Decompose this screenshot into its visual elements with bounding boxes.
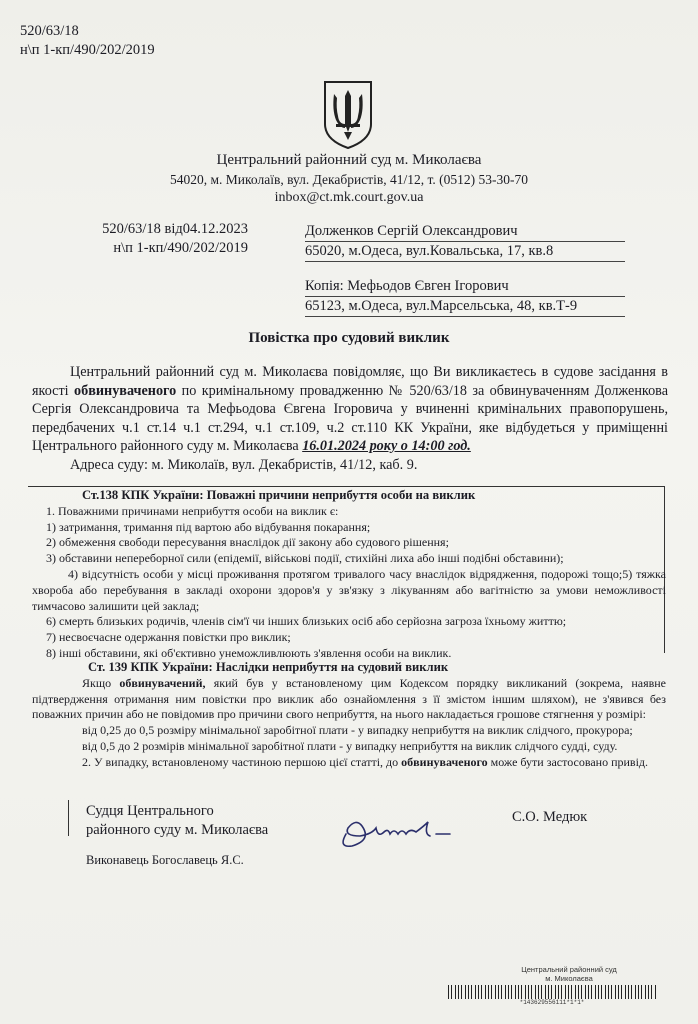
document-reference	[84, 220, 248, 258]
top-proceeding-number: н\п 1-кп/490/202/2019	[20, 42, 155, 58]
copy-recipient-block	[305, 277, 625, 317]
judge-title-line-1: Судця Центрального	[86, 803, 214, 819]
list-item: 7) несвоєчасне одержання повістки про виклик;	[46, 630, 291, 645]
judge-title	[86, 802, 268, 840]
art139-text-2: який був у встановленому цим Кодексом порядку викликаний (зокрема, наявне підтвердження отримання ним повістки про виклик або ознайомлення з її змістом іншим шляхом), не з'явився без поважних причин або не повідомив про причини свого неприбуття, на нього накладається грошове стягнення у розмірі:	[32, 675, 667, 722]
handwritten-signature-icon	[332, 804, 462, 854]
art139-text-4: може бути застосовано привід.	[487, 754, 649, 769]
article-138	[32, 488, 666, 662]
art139-text-3: 2. У випадку, встановленому частиною першою цієї статті, до	[82, 754, 402, 769]
list-item: 1) затримання, тримання під вартою або відбування покарання;	[46, 519, 371, 534]
executor-name: Виконавець Богославець Я.С.	[86, 853, 244, 867]
role-accused: обвинуваченого	[74, 382, 177, 399]
trident-coat-of-arms-icon	[322, 80, 374, 150]
list-item: 2) обмеження свободи пересування внаслідок дії закону або судового рішення;	[46, 535, 449, 550]
barcode-icon	[448, 985, 658, 999]
doc-proceeding-number: н\п 1-кп/490/202/2019	[113, 240, 248, 256]
doc-case-number-date: 520/63/18 від04.12.2023	[102, 221, 248, 237]
judge-name: С.О. Медюк	[512, 809, 588, 825]
addressee-address: 65020, м.Одеса, вул.Ковальська, 17, кв.8	[305, 242, 625, 262]
body-text-2: по кримінальному провадженню № 520/63/18 за обвинуваченням Долженкова Сергія Олександровича та Мефьодова Євгена Ігоровича у вчиненні кримінальних правопорушень, передбачених ч.1 ст.14 ч.1 ст.294, ч.1 ст.109, ч.2 ст.110 КК України, яке відбудеться у приміщенні Центрального районного суду м. Миколаєва	[32, 382, 668, 454]
judge-title-line-2: районного суду м. Миколаєва	[86, 822, 269, 838]
list-item: 3) обставини непереборної сили (епідемії, військові події, стихійні лиха або інші подібні обставини);	[46, 551, 564, 566]
article-139-heading: Ст. 139 КПК України: Наслідки неприбуття на судовий виклик	[88, 660, 449, 674]
list-item: 4) відсутність особи у місці проживання протягом тривалого часу внаслідок відрядження, подорожі тощо;5) тяжка хвороба або перебування в закладі охорони здоров'я у зв'язку з лікуванням або вагітністю за умови неможливості тимчасово залишити цей заклад;	[32, 566, 666, 613]
article-139-paragraph-1	[32, 676, 666, 723]
article-138-intro: 1. Поважними причинами неприбуття особи на виклик є:	[46, 503, 339, 518]
list-item: 8) інші обставини, які об'єктивно унеможливлюють з'явлення особи на виклик.	[46, 645, 452, 660]
fine-line-1: від 0,25 до 0,5 розміру мінімальної заробітної плати - у випадку неприбуття на виклик слідчого, прокурора;	[82, 723, 633, 738]
court-stamp	[505, 965, 633, 983]
article-139	[32, 660, 666, 771]
top-case-number: 520/63/18	[20, 23, 79, 39]
article-139-paragraph-2	[32, 755, 666, 771]
court-email: inbox@ct.mk.court.gov.ua	[274, 190, 424, 205]
body-text-1: Центральний районний суд м. Миколаєва повідомляє, що Ви викликаєтесь в судове засідання в якості	[32, 364, 668, 399]
stamp-line-1: Центральний районний суд	[521, 965, 617, 974]
copy-recipient-address: 65123, м.Одеса, вул.Марсельська, 48, кв.Т-9	[305, 297, 625, 317]
stamp-line-2: м. Миколаєва	[545, 974, 593, 983]
article-138-heading: Ст.138 КПК України: Поважні причини неприбуття особи на виклик	[82, 488, 476, 502]
art139-text-1: Якщо	[82, 675, 120, 690]
summons-body	[32, 363, 668, 474]
addressee-block	[305, 222, 625, 262]
top-reference	[20, 22, 155, 60]
fine-line-2: від 0,5 до 2 розмірів мінімальної заробітної плати - у випадку неприбуття на виклик слідчого судді, суду.	[82, 738, 618, 753]
hearing-datetime: 16.01.2024 року о 14:00 год.	[302, 438, 471, 454]
summons-paragraph	[32, 363, 668, 456]
court-address-line: Адреса суду: м. Миколаїв, вул. Декабристів, 41/12, каб. 9.	[70, 456, 418, 473]
barcode-number: *143629556111*1*1*	[519, 999, 585, 1006]
court-name: Центральний районний суд м. Миколаєва	[216, 152, 482, 168]
court-address: 54020, м. Миколаїв, вул. Декабристів, 41/12, т. (0512) 53-30-70	[170, 172, 528, 187]
art139-role-accused: обвинувачений,	[119, 675, 206, 690]
copy-recipient-name: Копія: Мефьодов Євген Ігорович	[305, 277, 625, 297]
list-item: 6) смерть близьких родичів, членів сім'ї чи інших близьких осіб або серйозна загроза їхньому життю;	[46, 614, 567, 629]
art139-role-accused-2: обвинуваченого	[401, 754, 488, 769]
addressee-name: Долженков Сергій Олександрович	[305, 222, 625, 242]
document-title: Повістка про судовий виклик	[248, 330, 450, 346]
signature-bracket	[68, 800, 79, 836]
